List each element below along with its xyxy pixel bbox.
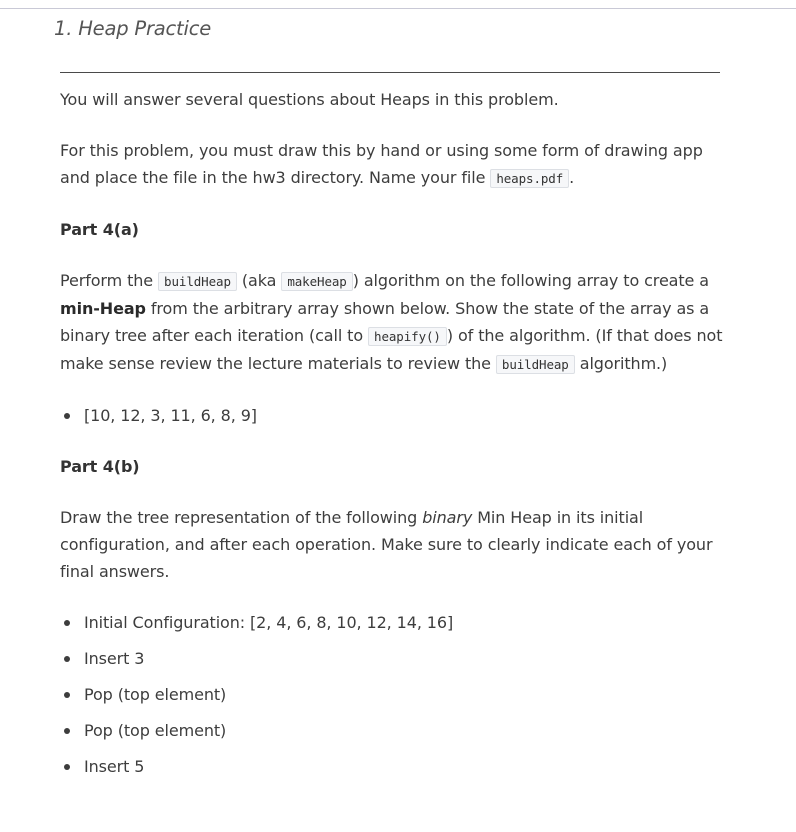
drawing-text-after: . — [569, 168, 575, 187]
filename-code: heaps.pdf — [490, 169, 569, 188]
part-a-text-6: algorithm.) — [574, 354, 668, 373]
part-a-heading: Part 4(a) — [60, 220, 139, 239]
binary-italic: binary — [422, 508, 473, 527]
list-item — [60, 609, 730, 636]
bullet-icon — [64, 413, 70, 419]
part-b-text-2: Min Heap in its initial configuration, and after each operation. Make sure to clearly indicate each of your final answers. — [60, 508, 713, 581]
buildheap-code: buildHeap — [158, 272, 237, 291]
part-a-text-2: (aka — [236, 271, 282, 290]
title-divider — [60, 72, 720, 73]
top-divider — [0, 8, 796, 9]
part-b-list — [60, 609, 730, 780]
list-item-text: Initial Configuration: [2, 4, 6, 8, 10, 12, 14, 16] — [84, 613, 454, 632]
bullet-icon — [64, 620, 70, 626]
part-a-text-1: Perform the — [60, 271, 159, 290]
list-item — [60, 645, 730, 672]
bullet-icon — [64, 764, 70, 770]
list-item — [60, 753, 730, 780]
list-item-text: Pop (top element) — [84, 685, 227, 704]
part-a-text-3: ) algorithm on the following array to create a — [352, 271, 709, 290]
heapify-code: heapify() — [368, 327, 447, 346]
part-b-paragraph — [60, 504, 730, 585]
bullet-icon — [64, 692, 70, 698]
part-b-text-1: Draw the tree representation of the following — [60, 508, 423, 527]
bullet-icon — [64, 656, 70, 662]
list-item-text: Insert 5 — [84, 757, 145, 776]
drawing-text-before: For this problem, you must draw this by hand or using some form of drawing app and place the file in the hw3 directory. Name your file — [60, 141, 703, 187]
part-a-text-4: from the arbitrary array shown below. Show the state of the array as a binary tree after each iteration (call to — [60, 299, 710, 345]
buildheap-code-2: buildHeap — [496, 355, 575, 374]
part-a-list — [60, 402, 730, 429]
list-item-text: Pop (top element) — [84, 721, 227, 740]
part-a-paragraph — [60, 267, 730, 378]
question-title: 1. Heap Practice — [54, 17, 212, 40]
min-heap-bold: min-Heap — [60, 299, 146, 318]
drawing-instructions-paragraph — [60, 137, 730, 192]
bullet-icon — [64, 728, 70, 734]
list-item — [60, 717, 730, 744]
part-a-text-5: ) of the algorithm. (If that does not make sense review the lecture materials to review the — [60, 326, 723, 373]
intro-paragraph: You will answer several questions about Heaps in this problem. — [60, 90, 559, 109]
list-item — [60, 681, 730, 708]
list-item-text: [10, 12, 3, 11, 6, 8, 9] — [84, 406, 257, 425]
list-item — [60, 402, 730, 429]
question-body — [60, 86, 730, 804]
part-b-heading: Part 4(b) — [60, 457, 140, 476]
makeheap-code: makeHeap — [281, 272, 352, 291]
list-item-text: Insert 3 — [84, 649, 145, 668]
